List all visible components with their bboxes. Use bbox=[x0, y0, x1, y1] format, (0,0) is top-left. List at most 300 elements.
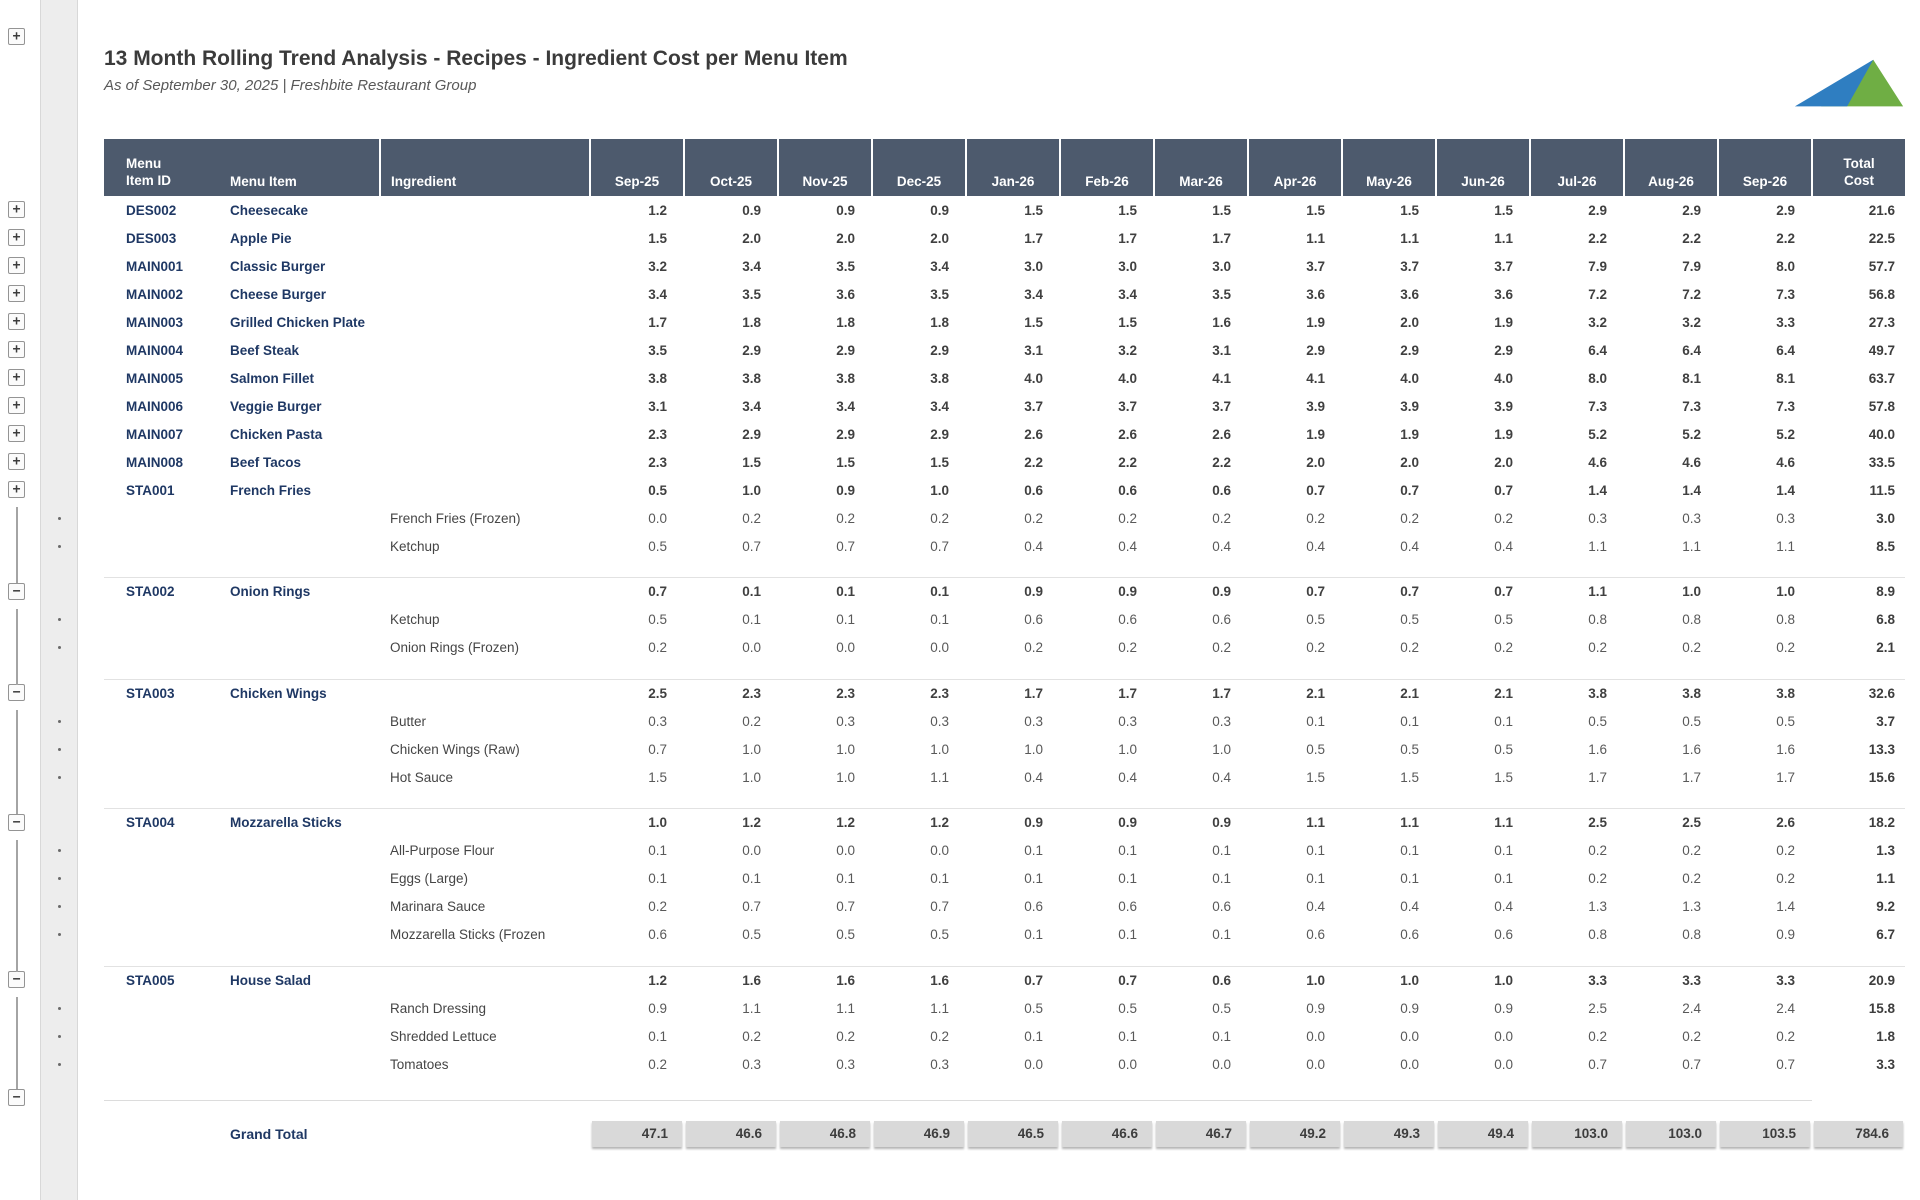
value-cell[interactable]: 2.9 bbox=[930, 426, 949, 442]
value-cell[interactable]: 0.4 bbox=[1024, 769, 1043, 785]
value-cell[interactable]: 0.2 bbox=[1212, 510, 1231, 526]
value-cell[interactable]: 1.1 bbox=[930, 769, 949, 785]
value-cell[interactable]: 0.1 bbox=[1212, 871, 1231, 886]
value-cell[interactable]: 2.3 bbox=[684, 679, 778, 707]
expand-button[interactable]: + bbox=[8, 453, 25, 470]
value-cell[interactable]: 0.0 bbox=[1400, 1028, 1419, 1044]
value-cell[interactable]: 0.1 bbox=[1494, 871, 1513, 886]
value-cell[interactable]: 0.2 bbox=[742, 1028, 761, 1044]
value-cell[interactable]: 1.5 bbox=[1212, 202, 1231, 218]
value-cell[interactable]: 0.2 bbox=[1588, 1028, 1607, 1044]
value-cell[interactable]: 0.2 bbox=[1776, 1028, 1795, 1044]
ingredient-cell[interactable]: French Fries (Frozen) bbox=[390, 510, 521, 526]
menu-item-cell[interactable]: Classic Burger bbox=[230, 258, 326, 274]
value-cell[interactable]: 0.6 bbox=[1024, 482, 1043, 498]
col-header-month-feb-26[interactable]: Feb-26 bbox=[1060, 139, 1154, 196]
ingredient-cell[interactable] bbox=[380, 196, 590, 224]
value-cell[interactable]: 1.0 bbox=[742, 769, 761, 785]
value-cell[interactable]: 0.3 bbox=[1024, 713, 1043, 729]
id-cell[interactable]: STA001 bbox=[126, 482, 175, 498]
value-cell[interactable]: 1.5 bbox=[1306, 202, 1325, 218]
value-cell[interactable]: 4.6 bbox=[1682, 454, 1701, 470]
grand-value-cell[interactable] bbox=[1060, 1117, 1154, 1151]
value-cell[interactable]: 0.0 bbox=[1118, 1056, 1137, 1072]
value-cell[interactable]: 3.7 bbox=[1494, 258, 1513, 274]
value-cell[interactable]: 1.9 bbox=[1306, 314, 1325, 330]
value-cell[interactable]: 0.5 bbox=[648, 538, 667, 554]
value-cell[interactable]: 1.0 bbox=[742, 741, 761, 757]
value-cell[interactable]: 8.1 bbox=[1682, 370, 1701, 386]
value-cell[interactable]: 0.9 bbox=[1400, 1000, 1419, 1016]
id-cell[interactable] bbox=[104, 532, 222, 560]
value-cell[interactable]: 0.4 bbox=[1306, 538, 1325, 554]
value-cell[interactable]: 1.7 bbox=[966, 679, 1060, 707]
value-cell[interactable]: 1.5 bbox=[648, 230, 667, 246]
value-cell[interactable]: 1.1 bbox=[836, 1000, 855, 1016]
value-cell[interactable]: 0.2 bbox=[1682, 843, 1701, 858]
grand-value-cell[interactable] bbox=[1624, 1117, 1718, 1151]
value-cell[interactable]: 3.0 bbox=[1212, 258, 1231, 274]
value-cell[interactable]: 0.6 bbox=[1212, 482, 1231, 498]
value-cell[interactable]: 1.2 bbox=[648, 202, 667, 218]
value-cell[interactable]: 0.1 bbox=[1494, 713, 1513, 729]
value-cell[interactable]: 1.3 bbox=[1588, 899, 1607, 914]
value-cell[interactable]: 0.0 bbox=[930, 843, 949, 858]
value-cell[interactable]: 0.1 bbox=[1024, 1028, 1043, 1044]
collapse-button[interactable]: − bbox=[8, 814, 25, 831]
value-cell[interactable]: 0.5 bbox=[1400, 741, 1419, 757]
menu-item-cell[interactable]: Grilled Chicken Plate bbox=[230, 314, 366, 330]
value-cell[interactable]: 2.9 bbox=[742, 342, 761, 358]
ingredient-cell[interactable]: Mozzarella Sticks (Frozen bbox=[390, 927, 546, 942]
value-cell[interactable]: 2.5 bbox=[1588, 1000, 1607, 1016]
value-cell[interactable]: 0.3 bbox=[1776, 510, 1795, 526]
value-cell[interactable]: 0.4 bbox=[1212, 538, 1231, 554]
value-cell[interactable]: 3.7 bbox=[1400, 258, 1419, 274]
value-cell[interactable]: 0.2 bbox=[1024, 510, 1043, 526]
total-cell[interactable]: 56.8 bbox=[1868, 286, 1895, 302]
value-cell[interactable]: 2.9 bbox=[742, 426, 761, 442]
grand-value-cell[interactable] bbox=[590, 1117, 684, 1151]
id-cell[interactable] bbox=[104, 921, 222, 949]
value-cell[interactable]: 2.2 bbox=[1118, 454, 1137, 470]
value-cell[interactable]: 0.9 bbox=[742, 202, 761, 218]
value-cell[interactable]: 0.2 bbox=[1400, 510, 1419, 526]
total-cell[interactable]: 3.0 bbox=[1876, 510, 1895, 526]
value-cell[interactable]: 0.1 bbox=[1024, 871, 1043, 886]
value-cell[interactable]: 3.8 bbox=[1530, 679, 1624, 707]
value-cell[interactable]: 1.1 bbox=[1306, 230, 1325, 246]
value-cell[interactable]: 0.1 bbox=[648, 1028, 667, 1044]
id-cell[interactable] bbox=[104, 1022, 222, 1050]
value-cell[interactable]: 3.4 bbox=[930, 398, 949, 414]
value-cell[interactable]: 2.6 bbox=[1718, 809, 1812, 837]
grand-value-cell[interactable] bbox=[684, 1117, 778, 1151]
grand-value-cell[interactable] bbox=[872, 1117, 966, 1151]
value-cell[interactable]: 0.8 bbox=[1776, 612, 1795, 627]
total-cell[interactable]: 13.3 bbox=[1868, 741, 1895, 757]
value-cell[interactable]: 0.5 bbox=[1776, 713, 1795, 729]
value-cell[interactable]: 0.2 bbox=[1682, 1028, 1701, 1044]
value-cell[interactable]: 3.0 bbox=[1118, 258, 1137, 274]
value-cell[interactable]: 3.6 bbox=[1494, 286, 1513, 302]
value-cell[interactable]: 2.0 bbox=[1400, 454, 1419, 470]
value-cell[interactable]: 0.1 bbox=[930, 871, 949, 886]
value-cell[interactable]: 3.4 bbox=[648, 286, 667, 302]
value-cell[interactable]: 0.5 bbox=[1306, 612, 1325, 627]
col-header-month-mar-26[interactable]: Mar-26 bbox=[1154, 139, 1248, 196]
value-cell[interactable]: 1.7 bbox=[1024, 230, 1043, 246]
value-cell[interactable]: 1.9 bbox=[1494, 426, 1513, 442]
value-cell[interactable]: 1.0 bbox=[836, 741, 855, 757]
value-cell[interactable]: 0.9 bbox=[836, 482, 855, 498]
ingredient-cell[interactable] bbox=[380, 578, 590, 606]
id-cell[interactable] bbox=[104, 504, 222, 532]
value-cell[interactable]: 0.7 bbox=[1342, 578, 1436, 606]
value-cell[interactable]: 0.4 bbox=[1494, 899, 1513, 914]
id-cell[interactable] bbox=[104, 1050, 222, 1078]
value-cell[interactable]: 0.7 bbox=[742, 538, 761, 554]
value-cell[interactable]: 0.1 bbox=[1118, 1028, 1137, 1044]
value-cell[interactable]: 0.2 bbox=[1588, 843, 1607, 858]
total-cell[interactable]: 11.5 bbox=[1869, 482, 1895, 498]
value-cell[interactable]: 1.1 bbox=[1248, 809, 1342, 837]
value-cell[interactable]: 0.4 bbox=[1118, 538, 1137, 554]
value-cell[interactable]: 1.7 bbox=[1118, 230, 1137, 246]
menu-item-cell[interactable] bbox=[222, 504, 380, 532]
col-header-month-apr-26[interactable]: Apr-26 bbox=[1248, 139, 1342, 196]
value-cell[interactable]: 0.6 bbox=[1024, 612, 1043, 627]
value-cell[interactable]: 3.4 bbox=[1024, 286, 1043, 302]
value-cell[interactable]: 0.7 bbox=[742, 899, 761, 914]
value-cell[interactable]: 1.3 bbox=[1682, 899, 1701, 914]
menu-item-cell[interactable] bbox=[222, 1022, 380, 1050]
value-cell[interactable]: 1.8 bbox=[742, 314, 761, 330]
value-cell[interactable]: 3.4 bbox=[930, 258, 949, 274]
value-cell[interactable]: 2.1 bbox=[1342, 679, 1436, 707]
expand-button[interactable]: + bbox=[8, 257, 25, 274]
total-cell[interactable]: 6.8 bbox=[1876, 612, 1895, 627]
value-cell[interactable]: 1.5 bbox=[1400, 769, 1419, 785]
value-cell[interactable]: 1.4 bbox=[1588, 482, 1607, 498]
value-cell[interactable]: 0.7 bbox=[930, 538, 949, 554]
menu-item-cell[interactable] bbox=[222, 707, 380, 735]
menu-item-cell[interactable] bbox=[222, 763, 380, 791]
col-header-month-sep-25[interactable]: Sep-25 bbox=[590, 139, 684, 196]
value-cell[interactable]: 2.0 bbox=[836, 230, 855, 246]
value-cell[interactable]: 3.5 bbox=[1212, 286, 1231, 302]
menu-item-cell[interactable] bbox=[222, 735, 380, 763]
value-cell[interactable]: 3.6 bbox=[1306, 286, 1325, 302]
value-cell[interactable]: 0.0 bbox=[836, 843, 855, 858]
value-cell[interactable]: 2.3 bbox=[872, 679, 966, 707]
value-cell[interactable]: 1.1 bbox=[1400, 230, 1419, 246]
expand-button[interactable]: + bbox=[8, 201, 25, 218]
id-cell[interactable]: MAIN005 bbox=[126, 370, 184, 386]
value-cell[interactable]: 4.0 bbox=[1024, 370, 1043, 386]
value-cell[interactable]: 0.9 bbox=[1494, 1000, 1513, 1016]
id-cell[interactable] bbox=[104, 634, 222, 662]
value-cell[interactable]: 1.5 bbox=[1494, 202, 1513, 218]
value-cell[interactable]: 0.3 bbox=[1118, 713, 1137, 729]
menu-item-cell[interactable] bbox=[222, 606, 380, 634]
value-cell[interactable]: 0.6 bbox=[1118, 612, 1137, 627]
value-cell[interactable]: 0.6 bbox=[1118, 482, 1137, 498]
value-cell[interactable]: 3.8 bbox=[930, 370, 949, 386]
total-cell[interactable]: 32.6 bbox=[1812, 679, 1905, 707]
value-cell[interactable]: 2.9 bbox=[836, 342, 855, 358]
ingredient-cell[interactable]: Tomatoes bbox=[390, 1056, 449, 1072]
ingredient-cell[interactable]: Onion Rings (Frozen) bbox=[390, 640, 520, 655]
menu-item-cell[interactable]: Veggie Burger bbox=[230, 398, 322, 414]
value-cell[interactable]: 0.1 bbox=[742, 871, 761, 886]
value-cell[interactable]: 1.7 bbox=[1060, 679, 1154, 707]
value-cell[interactable]: 0.1 bbox=[1400, 871, 1419, 886]
value-cell[interactable]: 4.1 bbox=[1306, 370, 1325, 386]
grand-total-cell[interactable] bbox=[1812, 1117, 1905, 1151]
value-cell[interactable]: 0.4 bbox=[1400, 538, 1419, 554]
value-cell[interactable]: 7.3 bbox=[1776, 286, 1795, 302]
value-cell[interactable]: 1.5 bbox=[1024, 202, 1043, 218]
value-cell[interactable]: 1.5 bbox=[742, 454, 761, 470]
value-cell[interactable]: 3.5 bbox=[648, 342, 667, 358]
col-header-month-oct-25[interactable]: Oct-25 bbox=[684, 139, 778, 196]
col-header-month-nov-25[interactable]: Nov-25 bbox=[778, 139, 872, 196]
id-cell[interactable]: STA005 bbox=[104, 966, 222, 994]
ingredient-cell[interactable] bbox=[380, 476, 590, 504]
value-cell[interactable]: 1.1 bbox=[1436, 809, 1530, 837]
value-cell[interactable]: 3.4 bbox=[742, 258, 761, 274]
value-cell[interactable]: 3.2 bbox=[1682, 314, 1701, 330]
value-cell[interactable]: 4.1 bbox=[1212, 370, 1231, 386]
value-cell[interactable]: 1.1 bbox=[1588, 538, 1607, 554]
value-cell[interactable]: 0.2 bbox=[1024, 640, 1043, 655]
value-cell[interactable]: 0.6 bbox=[1154, 966, 1248, 994]
grand-value-cell[interactable] bbox=[1248, 1117, 1342, 1151]
value-cell[interactable]: 2.9 bbox=[1400, 342, 1419, 358]
value-cell[interactable]: 0.2 bbox=[1588, 640, 1607, 655]
value-cell[interactable]: 3.3 bbox=[1776, 314, 1795, 330]
value-cell[interactable]: 0.9 bbox=[1154, 578, 1248, 606]
value-cell[interactable]: 0.1 bbox=[1306, 843, 1325, 858]
value-cell[interactable]: 0.0 bbox=[1494, 1056, 1513, 1072]
value-cell[interactable]: 0.5 bbox=[1682, 713, 1701, 729]
value-cell[interactable]: 0.1 bbox=[1306, 713, 1325, 729]
value-cell[interactable]: 0.7 bbox=[930, 899, 949, 914]
value-cell[interactable]: 0.2 bbox=[742, 713, 761, 729]
value-cell[interactable]: 1.4 bbox=[1776, 482, 1795, 498]
value-cell[interactable]: 1.1 bbox=[1494, 230, 1513, 246]
value-cell[interactable]: 1.4 bbox=[1776, 899, 1795, 914]
value-cell[interactable]: 4.0 bbox=[1494, 370, 1513, 386]
menu-item-cell[interactable]: House Salad bbox=[222, 966, 380, 994]
value-cell[interactable]: 1.9 bbox=[1494, 314, 1513, 330]
value-cell[interactable]: 1.5 bbox=[1118, 202, 1137, 218]
value-cell[interactable]: 0.2 bbox=[1776, 843, 1795, 858]
value-cell[interactable]: 2.2 bbox=[1024, 454, 1043, 470]
value-cell[interactable]: 0.7 bbox=[648, 741, 667, 757]
value-cell[interactable]: 0.5 bbox=[836, 927, 855, 942]
total-cell[interactable]: 3.3 bbox=[1876, 1056, 1895, 1072]
value-cell[interactable]: 0.2 bbox=[1212, 640, 1231, 655]
value-cell[interactable]: 3.8 bbox=[1624, 679, 1718, 707]
id-cell[interactable]: DES002 bbox=[126, 202, 177, 218]
total-cell[interactable]: 6.7 bbox=[1876, 927, 1895, 942]
value-cell[interactable]: 3.2 bbox=[1118, 342, 1137, 358]
value-cell[interactable]: 0.3 bbox=[648, 713, 667, 729]
value-cell[interactable]: 3.9 bbox=[1400, 398, 1419, 414]
value-cell[interactable]: 0.5 bbox=[1212, 1000, 1231, 1016]
menu-item-cell[interactable]: Chicken Wings bbox=[222, 679, 380, 707]
value-cell[interactable]: 0.6 bbox=[1212, 612, 1231, 627]
value-cell[interactable]: 6.4 bbox=[1588, 342, 1607, 358]
value-cell[interactable]: 0.1 bbox=[1400, 843, 1419, 858]
value-cell[interactable]: 1.2 bbox=[872, 809, 966, 837]
value-cell[interactable]: 1.0 bbox=[1342, 966, 1436, 994]
value-cell[interactable]: 2.5 bbox=[1530, 809, 1624, 837]
value-cell[interactable]: 0.0 bbox=[1306, 1028, 1325, 1044]
value-cell[interactable]: 0.1 bbox=[836, 612, 855, 627]
value-cell[interactable]: 3.5 bbox=[836, 258, 855, 274]
total-cell[interactable]: 57.7 bbox=[1868, 258, 1895, 274]
value-cell[interactable]: 2.3 bbox=[648, 454, 667, 470]
value-cell[interactable]: 2.6 bbox=[1024, 426, 1043, 442]
total-cell[interactable]: 63.7 bbox=[1868, 370, 1895, 386]
value-cell[interactable]: 0.1 bbox=[1212, 1028, 1231, 1044]
id-cell[interactable]: MAIN007 bbox=[126, 426, 184, 442]
value-cell[interactable]: 1.6 bbox=[1776, 741, 1795, 757]
value-cell[interactable]: 0.1 bbox=[742, 612, 761, 627]
value-cell[interactable]: 1.6 bbox=[778, 966, 872, 994]
ingredient-cell[interactable] bbox=[380, 224, 590, 252]
value-cell[interactable]: 2.0 bbox=[742, 230, 761, 246]
value-cell[interactable]: 0.0 bbox=[648, 510, 667, 526]
value-cell[interactable]: 2.0 bbox=[930, 230, 949, 246]
col-header-ingredient[interactable]: Ingredient bbox=[380, 139, 590, 196]
value-cell[interactable]: 2.9 bbox=[1306, 342, 1325, 358]
menu-item-cell[interactable]: French Fries bbox=[230, 482, 312, 498]
value-cell[interactable]: 2.9 bbox=[1682, 202, 1701, 218]
value-cell[interactable]: 1.1 bbox=[1342, 809, 1436, 837]
menu-item-cell[interactable] bbox=[222, 921, 380, 949]
value-cell[interactable]: 7.2 bbox=[1682, 286, 1701, 302]
value-cell[interactable]: 3.5 bbox=[742, 286, 761, 302]
value-cell[interactable]: 0.3 bbox=[1212, 713, 1231, 729]
value-cell[interactable]: 1.1 bbox=[1776, 538, 1795, 554]
value-cell[interactable]: 3.4 bbox=[1118, 286, 1137, 302]
value-cell[interactable]: 0.3 bbox=[930, 1056, 949, 1072]
id-cell[interactable]: STA003 bbox=[104, 679, 222, 707]
value-cell[interactable]: 0.0 bbox=[742, 640, 761, 655]
value-cell[interactable]: 3.1 bbox=[648, 398, 667, 414]
expand-button[interactable]: + bbox=[8, 28, 25, 45]
menu-item-cell[interactable] bbox=[222, 634, 380, 662]
value-cell[interactable]: 0.1 bbox=[1118, 927, 1137, 942]
value-cell[interactable]: 1.5 bbox=[1118, 314, 1137, 330]
menu-item-cell[interactable]: Onion Rings bbox=[222, 578, 380, 606]
value-cell[interactable]: 4.0 bbox=[1400, 370, 1419, 386]
value-cell[interactable]: 0.1 bbox=[836, 871, 855, 886]
grand-value-cell[interactable] bbox=[966, 1117, 1060, 1151]
total-cell[interactable]: 21.6 bbox=[1868, 202, 1895, 218]
value-cell[interactable]: 2.5 bbox=[590, 679, 684, 707]
value-cell[interactable]: 0.2 bbox=[1682, 871, 1701, 886]
value-cell[interactable]: 3.3 bbox=[1624, 966, 1718, 994]
value-cell[interactable]: 2.9 bbox=[1776, 202, 1795, 218]
value-cell[interactable]: 8.0 bbox=[1588, 370, 1607, 386]
id-cell[interactable]: STA004 bbox=[104, 809, 222, 837]
value-cell[interactable]: 0.1 bbox=[872, 578, 966, 606]
value-cell[interactable]: 0.3 bbox=[1682, 510, 1701, 526]
value-cell[interactable]: 2.9 bbox=[1588, 202, 1607, 218]
menu-item-cell[interactable]: Mozzarella Sticks bbox=[222, 809, 380, 837]
value-cell[interactable]: 3.9 bbox=[1494, 398, 1513, 414]
total-cell[interactable]: 27.3 bbox=[1868, 314, 1895, 330]
ingredient-cell[interactable] bbox=[380, 308, 590, 336]
value-cell[interactable]: 0.1 bbox=[648, 843, 667, 858]
value-cell[interactable]: 0.8 bbox=[1682, 927, 1701, 942]
value-cell[interactable]: 0.1 bbox=[1118, 871, 1137, 886]
value-cell[interactable]: 1.5 bbox=[930, 454, 949, 470]
value-cell[interactable]: 0.1 bbox=[1212, 927, 1231, 942]
value-cell[interactable]: 0.2 bbox=[1118, 510, 1137, 526]
value-cell[interactable]: 8.1 bbox=[1776, 370, 1795, 386]
total-cell[interactable]: 1.1 bbox=[1876, 871, 1895, 886]
value-cell[interactable]: 2.9 bbox=[930, 342, 949, 358]
value-cell[interactable]: 1.0 bbox=[1248, 966, 1342, 994]
menu-item-cell[interactable] bbox=[222, 837, 380, 865]
value-cell[interactable]: 2.2 bbox=[1776, 230, 1795, 246]
value-cell[interactable]: 0.3 bbox=[836, 1056, 855, 1072]
value-cell[interactable]: 1.5 bbox=[836, 454, 855, 470]
total-cell[interactable]: 20.9 bbox=[1812, 966, 1905, 994]
grand-value-cell[interactable] bbox=[1718, 1117, 1812, 1151]
value-cell[interactable]: 0.4 bbox=[1024, 538, 1043, 554]
value-cell[interactable]: 0.2 bbox=[1306, 510, 1325, 526]
value-cell[interactable]: 0.1 bbox=[930, 612, 949, 627]
value-cell[interactable]: 0.2 bbox=[648, 1056, 667, 1072]
col-header-menu-item-id[interactable] bbox=[104, 139, 222, 196]
value-cell[interactable]: 1.0 bbox=[1718, 578, 1812, 606]
col-header-month-jul-26[interactable]: Jul-26 bbox=[1530, 139, 1624, 196]
menu-item-cell[interactable] bbox=[222, 893, 380, 921]
value-cell[interactable]: 1.1 bbox=[1682, 538, 1701, 554]
id-cell[interactable]: MAIN006 bbox=[126, 398, 184, 414]
value-cell[interactable]: 3.4 bbox=[742, 398, 761, 414]
value-cell[interactable]: 0.2 bbox=[1400, 640, 1419, 655]
ingredient-cell[interactable] bbox=[380, 679, 590, 707]
value-cell[interactable]: 0.7 bbox=[836, 899, 855, 914]
value-cell[interactable]: 3.1 bbox=[1024, 342, 1043, 358]
ingredient-cell[interactable]: Ketchup bbox=[390, 538, 440, 554]
value-cell[interactable]: 2.5 bbox=[1624, 809, 1718, 837]
id-cell[interactable] bbox=[104, 735, 222, 763]
value-cell[interactable]: 0.4 bbox=[1306, 899, 1325, 914]
value-cell[interactable]: 0.5 bbox=[1024, 1000, 1043, 1016]
value-cell[interactable]: 3.7 bbox=[1118, 398, 1137, 414]
value-cell[interactable]: 0.0 bbox=[1212, 1056, 1231, 1072]
value-cell[interactable]: 7.9 bbox=[1588, 258, 1607, 274]
ingredient-cell[interactable]: Shredded Lettuce bbox=[390, 1028, 497, 1044]
value-cell[interactable]: 7.3 bbox=[1776, 398, 1795, 414]
value-cell[interactable]: 2.2 bbox=[1212, 454, 1231, 470]
expand-button[interactable]: + bbox=[8, 313, 25, 330]
value-cell[interactable]: 1.5 bbox=[648, 769, 667, 785]
value-cell[interactable]: 1.0 bbox=[590, 809, 684, 837]
value-cell[interactable]: 1.0 bbox=[930, 741, 949, 757]
value-cell[interactable]: 0.3 bbox=[836, 713, 855, 729]
value-cell[interactable]: 2.0 bbox=[1306, 454, 1325, 470]
